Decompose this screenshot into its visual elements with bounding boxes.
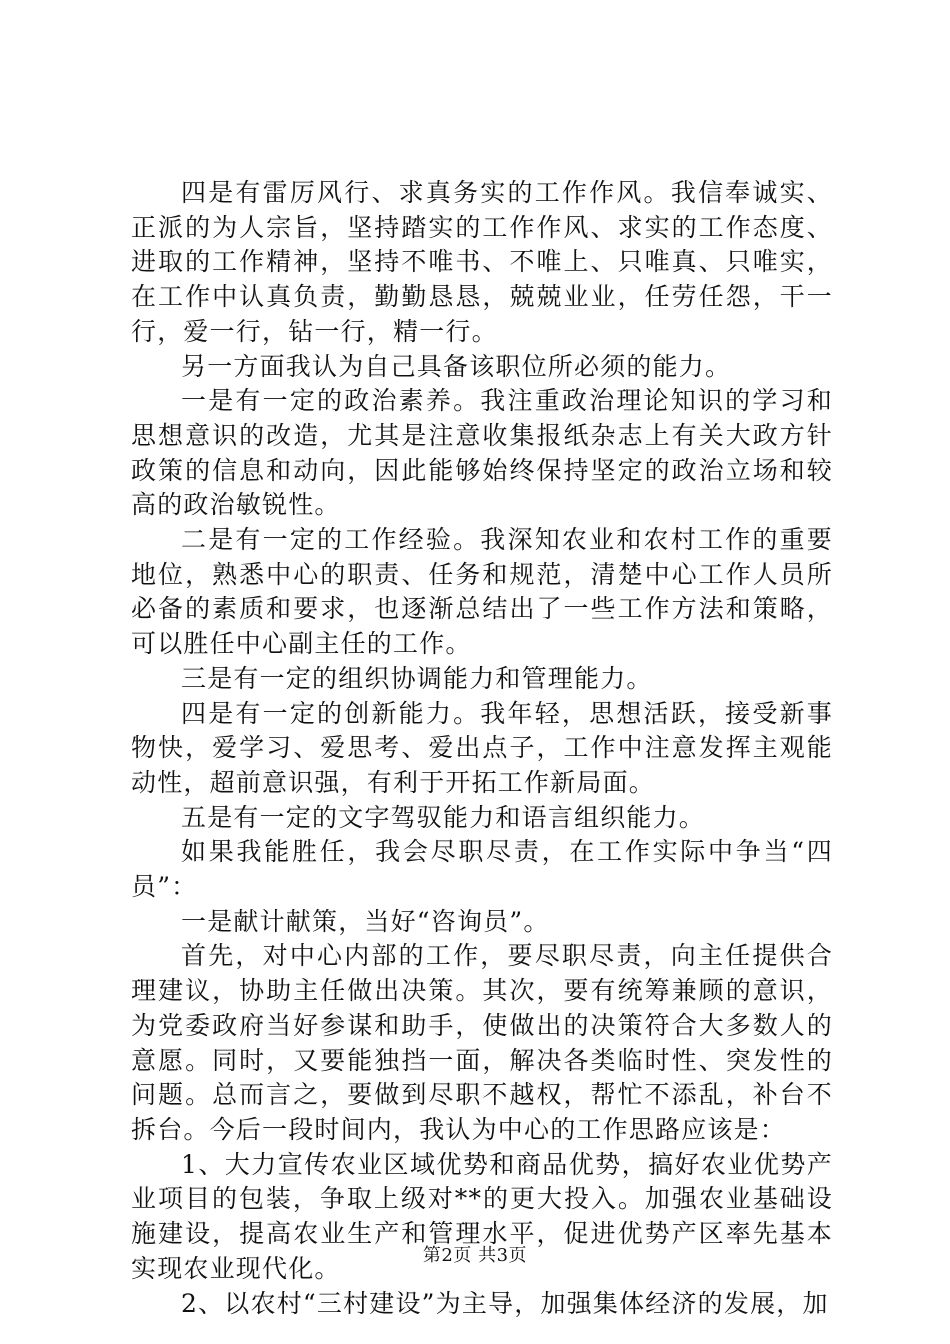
paragraph-item-1: 1、大力宣传农业区域优势和商品优势，搞好农业优势产业项目的包装，争取上级对**的更大投入。加强农业基础设施建设，提高农业生产和管理水平，促进优势产区率先基本实现农业现代化。 — [131, 1149, 833, 1283]
paragraph-consultant-role: 一是献计献策，当好“咨询员”。 — [181, 906, 550, 936]
body-text — [131, 176, 833, 1321]
paragraph-innovation-ability: 四是有一定的创新能力。我年轻，思想活跃，接受新事物快，爱学习、爱思考、爱出点子，工作中注意发挥主观能动性，超前意识强，有利于开拓工作新局面。 — [131, 698, 833, 797]
paragraph-coordination-ability: 三是有一定的组织协调能力和管理能力。 — [181, 663, 653, 693]
paragraph-writing-ability: 五是有一定的文字驾驭能力和语言组织能力。 — [181, 802, 706, 832]
page-footer: 第2页 共3页 — [422, 1245, 528, 1266]
paragraph-item-2: 2、以农村“三村建设”为主导，加强集体经济的发展，加 — [181, 1288, 829, 1318]
paragraph-ability-intro: 另一方面我认为自己具备该职位所必须的能力。 — [181, 351, 732, 381]
paragraph-four-roles: 如果我能胜任，我会尽职尽责，在工作实际中争当“四员”： — [131, 837, 833, 902]
paragraph-political-literacy: 一是有一定的政治素养。我注重政治理论知识的学习和思想意识的改造，尤其是注意收集报纸杂志上有关大政方针政策的信息和动向，因此能够始终保持坚定的政治立场和较高的政治敏锐性。 — [131, 386, 833, 520]
paragraph-work-experience: 二是有一定的工作经验。我深知农业和农村工作的重要地位，熟悉中心的职责、任务和规范，清楚中心工作人员所必备的素质和要求，也逐渐总结出了一些工作方法和策略，可以胜任中心副主任的工作。 — [131, 525, 833, 659]
paragraph-work-style: 四是有雷厉风行、求真务实的工作作风。我信奉诚实、正派的为人宗旨，坚持踏实的工作作风、求实的工作态度、进取的工作精神，坚持不唯书、不唯上、只唯真、只唯实，在工作中认真负责，勤勤恳恳，兢兢业业，任劳任怨，干一行，爱一行，钻一行，精一行。 — [131, 178, 833, 346]
paragraph-consultant-detail: 首先，对中心内部的工作，要尽职尽责，向主任提供合理建议，协助主任做出决策。其次，要有统筹兼顾的意识，为党委政府当好参谋和助手，使做出的决策符合大多数人的意愿。同时，又要能独挡一面，解决各类临时性、突发性的问题。总而言之，要做到尽职不越权，帮忙不添乱，补台不拆台。今后一段时间内，我认为中心的工作思路应该是： — [131, 941, 833, 1144]
